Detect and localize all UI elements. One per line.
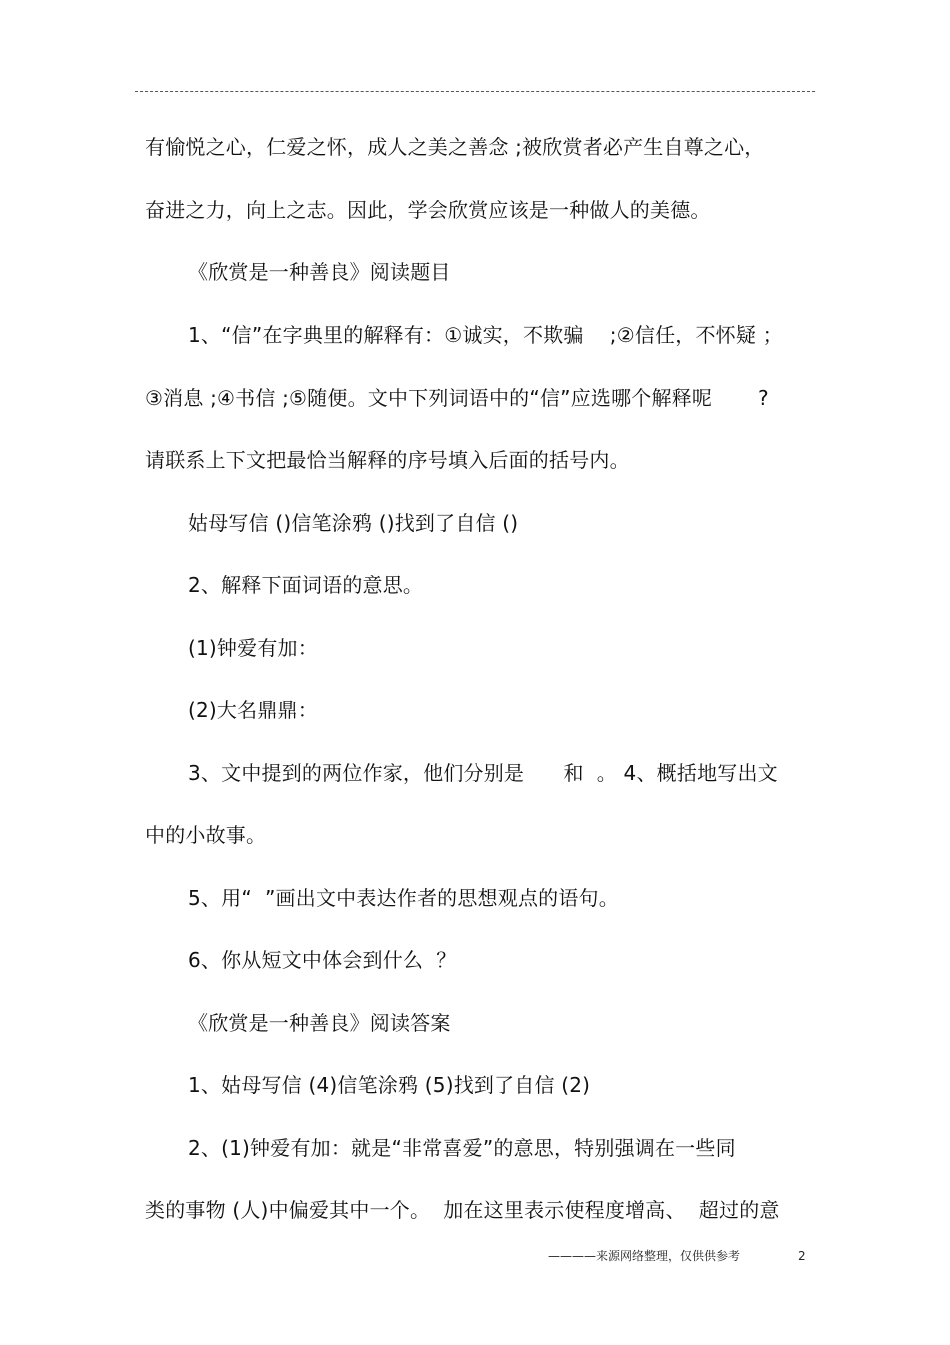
question-3-4-line-1: 3、文中提到的两位作家，他们分别是 和 。 4、概括地写出文 — [188, 761, 778, 785]
question-2-item-2: (2)大名鼎鼎： — [188, 698, 318, 722]
page-number: 2 — [798, 1249, 806, 1263]
question-6: 6、你从短文中体会到什么 ？ — [188, 948, 457, 972]
footer-note: ————来源网络整理，仅供供参考 — [548, 1249, 741, 1263]
question-1-words: 姑母写信 ()信笔涂鸦 ()找到了自信 () — [188, 511, 519, 535]
question-3-4-line-2: 中的小故事。 — [145, 823, 267, 847]
question-5: 5、用“ ”画出文中表达作者的思想观点的语句。 — [188, 886, 619, 910]
question-2-item-1: (1)钟爱有加： — [188, 636, 318, 660]
question-1-line-3: 请联系上下文把最恰当解释的序号填入后面的括号内。 — [145, 448, 630, 472]
header-divider — [135, 91, 815, 92]
answer-1: 1、姑母写信 (4)信笔涂鸦 (5)找到了自信 (2) — [188, 1073, 591, 1097]
question-1-line-2: ③消息 ;④书信 ;⑤随便。文中下列词语中的“信”应选哪个解释呢 ? — [145, 386, 769, 410]
question-1-line-1: 1、“信”在字典里的解释有：①诚实，不欺骗 ;②信任，不怀疑 ； — [188, 323, 783, 347]
answer-2-line-2: 类的事物 (人)中偏爱其中一个。 加在这里表示使程度增高、 超过的意 — [145, 1198, 780, 1222]
body-line-2: 奋进之力，向上之志。因此，学会欣赏应该是一种做人的美德。 — [145, 198, 711, 222]
question-2: 2、解释下面词语的意思。 — [188, 573, 424, 597]
body-line-1: 有愉悦之心，仁爱之怀，成人之美之善念 ;被欣赏者必产生自尊之心， — [145, 135, 765, 159]
section-heading-answers: 《欣赏是一种善良》阅读答案 — [188, 1011, 451, 1035]
answer-2-line-1: 2、(1)钟爱有加：就是“非常喜爱”的意思，特别强调在一些同 — [188, 1136, 736, 1160]
section-heading-questions: 《欣赏是一种善良》阅读题目 — [188, 260, 451, 284]
